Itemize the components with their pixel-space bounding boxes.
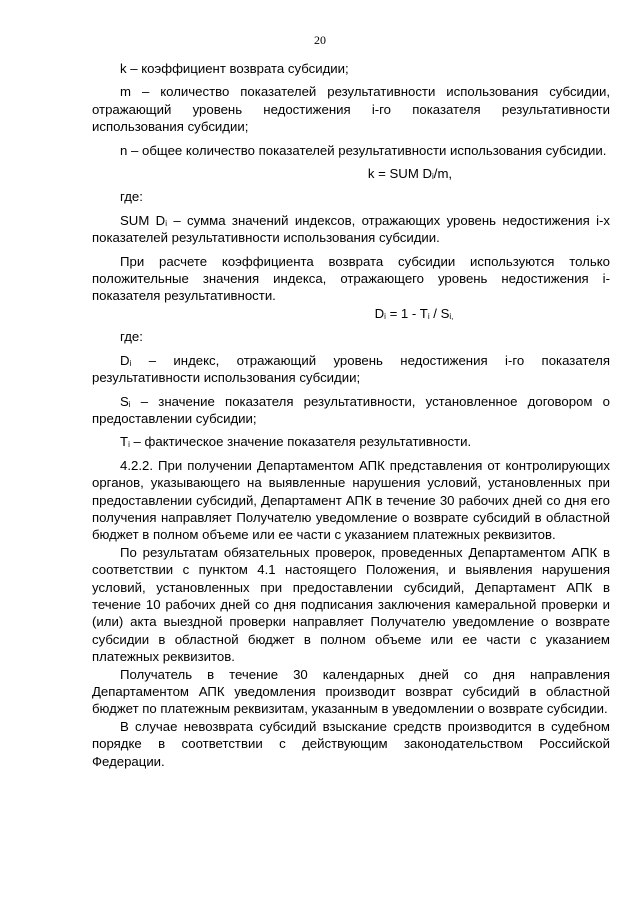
formula-k-main: k = SUM D [367,166,432,182]
formula-d-sub1: i [384,311,386,321]
t-definition-symbol: T [120,434,129,450]
page-number: 20 [314,33,326,47]
sum-definition-text: – сумма значений индексов, отражающих уровень недостижения i-х показателей результативности использования субсидии. [92,212,610,246]
formula-d-part1: D [374,305,385,321]
s-definition [92,393,610,428]
formula-k-subscript: i [432,172,434,182]
d-definition-subscript: i [129,358,132,368]
k-definition: k – коэффициент возврата субсидии; [120,61,349,76]
s-definition-symbol: S [120,393,129,409]
paragraph-checks: По результатам обязательных проверок, проведенных Департаментом АПК в соответствии с пунктом 4.1 настоящего Положения, и выявления нарушения условий, установленных при предоставлении субсидий, Департамент АПК в течение 10 рабочих дней со дня подписания заключения камеральной проверки и (или) акта выездной проверки направляет Получателю уведомление о возврате субсидии в областной бюджет в полном объеме или ее части с указанием платежных реквизитов. [92,544,610,665]
paragraph-recipient-return: Получатель в течение 30 календарных дней со дня направления Департаментом АПК уведомления производит возврат субсидий в областной бюджет по платежным реквизитам, указанным в уведомлении о возврате субсидии. [92,666,610,717]
document-body [92,60,610,770]
s-definition-text: – значение показателя результативности, установленное договором о предоставлении субсидии; [92,393,610,426]
sum-definition [92,212,610,247]
paragraph-4-2-2: 4.2.2. При получении Департаментом АПК представления от контролирующих органов, указывающего на выявленные нарушения условий, установленных при предоставлении субсидий, Департамент АПК в течение 30 рабочих дней со дня его получения направляет Получателю уведомление о возврате субсидий в областной бюджет в полном объеме или ее части с указанием платежных реквизитов. [92,457,610,543]
formula-d-part2: = 1 - T [385,305,428,321]
d-definition-symbol: D [120,352,130,368]
formula-d [92,305,610,322]
formula-k-tail: /m, [433,166,453,182]
t-definition [92,433,610,450]
n-definition: n – общее количество показателей результативности использования субсидии. [120,142,607,158]
formula-d-sub3: i, [449,311,454,321]
s-definition-subscript: i [128,399,131,409]
formula-k [92,165,610,182]
sum-definition-subscript: i [165,218,167,228]
paragraph-court-recovery: В случае невозврата субсидий взыскание средств производится в судебном порядке в соответствии с действующим законодательством Российской Федерации. [92,718,610,769]
calc-note: При расчете коэффициента возврата субсидии используются только положительные значения индекса, отражающего уровень недостижения i-показателя результативности. [92,253,610,304]
where-label-1: где: [120,189,143,205]
d-definition-text: – индекс, отражающий уровень недостижения i-го показателя результативности использования субсидии; [92,352,610,386]
t-definition-subscript: i [128,440,130,450]
t-definition-text: – фактическое значение показателя результативности. [129,434,472,450]
formula-d-sub2: i [427,311,430,321]
d-definition [92,352,610,387]
sum-definition-symbol: SUM D [120,212,166,228]
m-definition: m – количество показателей результативности использования субсидии, отражающий уровень недостижения i-го показателя результативности использования субсидии; [92,84,610,135]
where-label-2: где: [120,329,143,345]
formula-d-part3: / S [429,305,450,321]
